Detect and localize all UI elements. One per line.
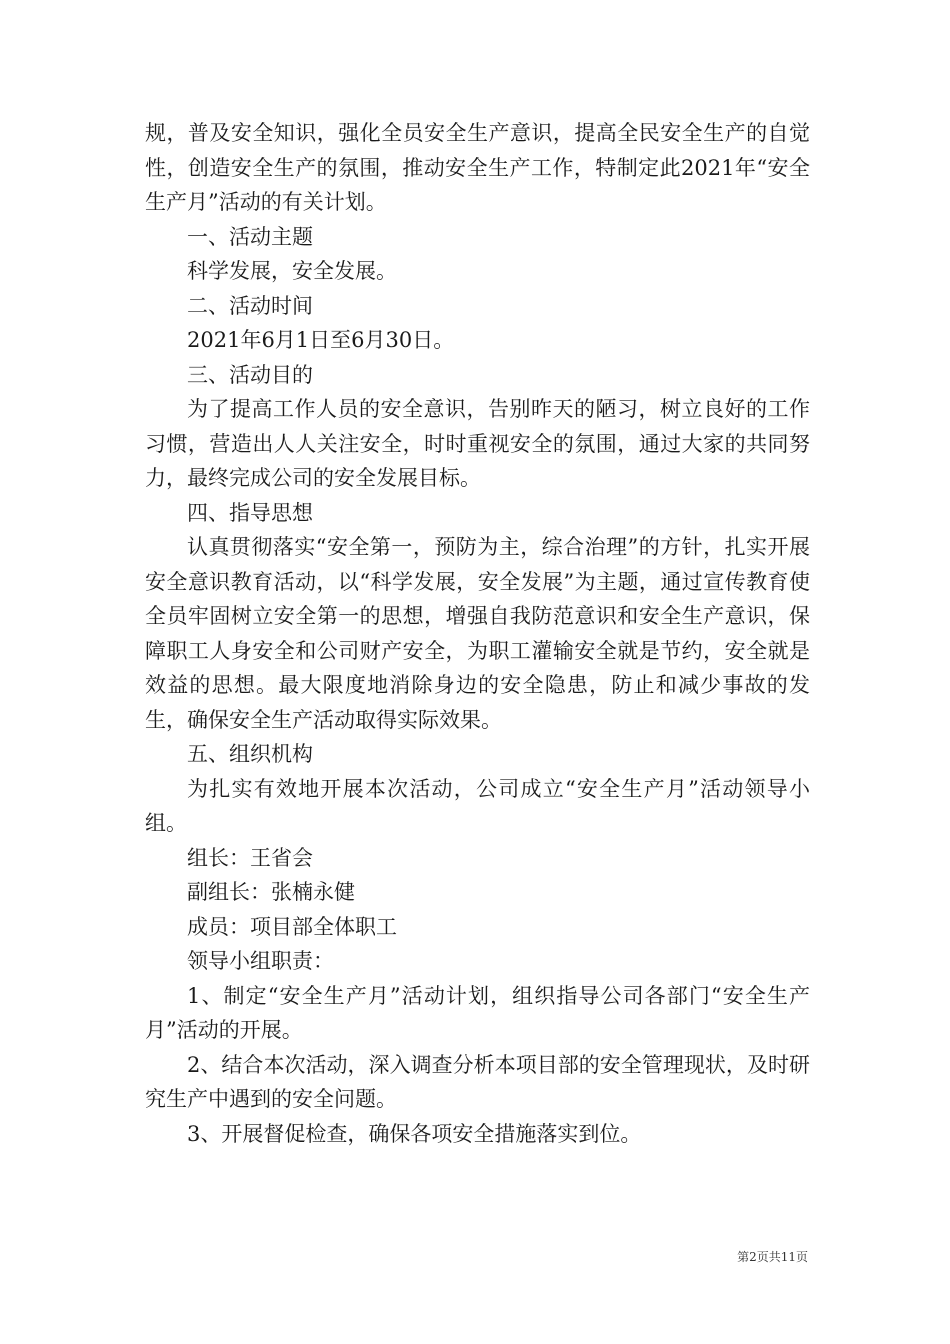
section-heading-time: 二、活动时间 [187, 293, 313, 318]
section-heading-purpose: 三、活动目的 [187, 362, 313, 387]
list-item-duty-1: 1、制定“安全生产月”活动计划，组织指导公司各部门“安全生产月”活动的开展。 [145, 983, 810, 1042]
paragraph-duties-heading: 领导小组职责： [187, 949, 334, 973]
section-heading-organization: 五、组织机构 [187, 742, 313, 766]
document-body [145, 116, 810, 1151]
paragraph-intro-continued: 规，普及安全知识，强化全员安全生产意识，提高全民安全生产的自觉性，创造安全生产的氛围，推动安全生产工作，特制定此2021年“安全生产月”活动的有关计划。 [145, 121, 810, 214]
paragraph-time: 2021年6月1日至6月30日。 [187, 328, 455, 352]
paragraph-deputy-leader: 副组长：张楠永健 [187, 880, 355, 904]
page-number: 第2页共11页 [737, 1250, 808, 1264]
paragraph-guidance: 认真贯彻落实“安全第一，预防为主，综合治理”的方针，扎实开展安全意识教育活动，以“科学发展，安全发展”为主题，通过宣传教育使全员牢固树立安全第一的思想，增强自我防范意识和安全生产意识，保障职工人身安全和公司财产安全，为职工灌输安全就是节约，安全就是效益的思想。最大限度地消除身边的安全隐患，防止和减少事故的发生，确保安全生产活动取得实际效果。 [145, 535, 810, 732]
paragraph-theme: 科学发展，安全发展。 [187, 259, 397, 283]
list-item-duty-2: 2、结合本次活动，深入调查分析本项目部的安全管理现状，及时研究生产中遇到的安全问题。 [145, 1052, 810, 1111]
section-heading-theme: 一、活动主题 [187, 224, 313, 249]
paragraph-leader: 组长：王省会 [187, 845, 313, 870]
section-heading-guidance: 四、指导思想 [187, 500, 313, 525]
list-item-duty-3: 3、开展督促检查，确保各项安全措施落实到位。 [187, 1121, 642, 1146]
paragraph-members: 成员：项目部全体职工 [187, 914, 397, 939]
paragraph-purpose: 为了提高工作人员的安全意识，告别昨天的陋习，树立良好的工作习惯，营造出人人关注安全，时时重视安全的氛围，通过大家的共同努力，最终完成公司的安全发展目标。 [145, 397, 810, 490]
paragraph-organization: 为扎实有效地开展本次活动，公司成立“安全生产月”活动领导小组。 [145, 776, 810, 835]
